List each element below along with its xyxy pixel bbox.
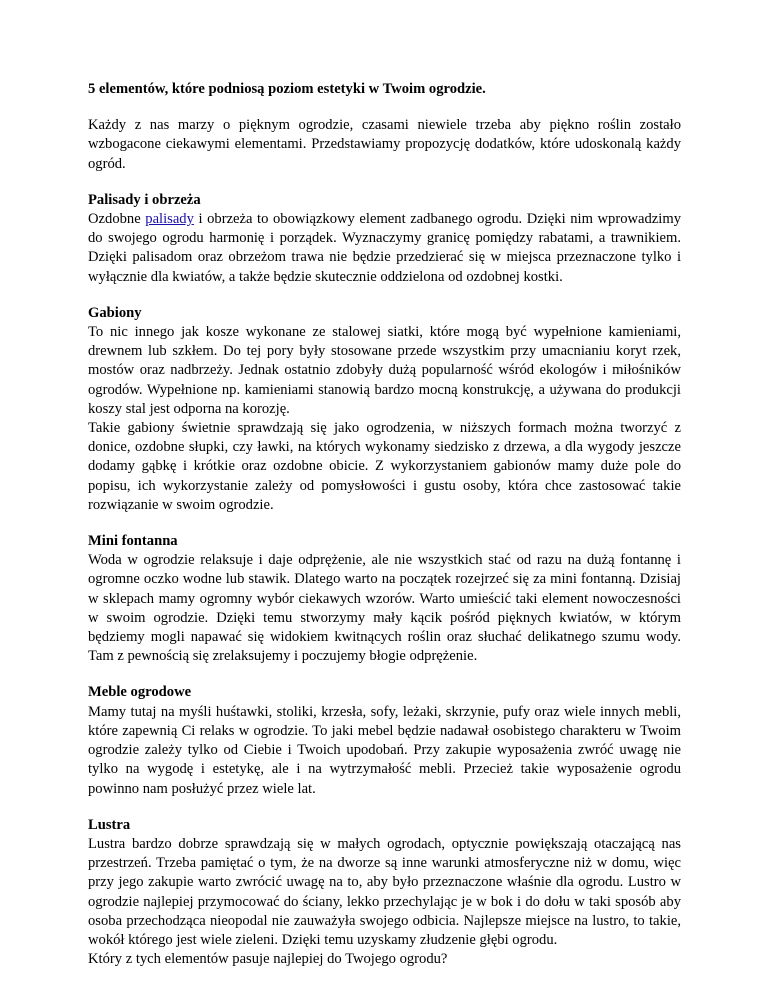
- section-heading: Lustra: [88, 816, 131, 833]
- section-paragraph: [88, 210, 681, 287]
- section-lustra: [88, 816, 681, 970]
- document-page: [88, 80, 681, 986]
- section-mini-fontanna: [88, 532, 681, 666]
- paragraph-text: i obrzeża to obowiązkowy element zadbanego ogrodu. Dzięki nim wprowadzimy do swojego ogrodu harmonię i porządek. Wyznaczymy granicę pomiędzy rabatami, a trawnikiem. Dzięki palisadom oraz obrzeżom trawa nie będzie przedzierać się w miejsca przeznaczone tylko i wyłącznie dla kwiatów, a także będzie skutecznie oddzielona od ozdobnej kostki.: [88, 211, 681, 285]
- palisady-link[interactable]: palisady: [145, 211, 194, 228]
- section-heading: Palisady i obrzeża: [88, 191, 201, 208]
- closing-question: Który z tych elementów pasuje najlepiej do Twojego ogrodu?: [88, 951, 448, 968]
- section-gabiony: [88, 304, 681, 515]
- document-title: 5 elementów, które podniosą poziom estetyki w Twoim ogrodzie.: [88, 81, 486, 97]
- section-palisady: [88, 191, 681, 287]
- section-paragraph: To nic innego jak kosze wykonane ze stalowej siatki, które mogą być wypełnione kamieniami, drewnem lub szkłem. Do tej pory były stosowane przede wszystkim przy umacnianiu koryt rzek, mostów oraz nadbrzeży. Jednak ostatnio zdobyły dużą popularność wśród ekologów i miłośników ogrodów. Wypełnione np. kamieniami stanowią bardzo mocną konstrukcję, a używana do produkcji koszy stal jest odporna na korozję.: [88, 324, 681, 417]
- section-meble-ogrodowe: [88, 683, 681, 798]
- section-paragraph: Mamy tutaj na myśli huśtawki, stoliki, krzesła, sofy, leżaki, skrzynie, pufy oraz wiele innych mebli, które zapewnią Ci relaks w ogrodzie. To jaki mebel będzie nadawał osobistego charakteru w Twoim ogrodzie zależy tylko od Ciebie i Twoich upodobań. Przy zakupie wyposażenia zwróć uwagę nie tylko na wygodę i estetykę, ale i na wytrzymałość mebli. Przecież takie wyposażenie ogrodu powinno nam posłużyć przez wiele lat.: [88, 703, 681, 797]
- section-heading: Mini fontanna: [88, 533, 178, 550]
- section-paragraph: Takie gabiony świetnie sprawdzają się jako ogrodzenia, w niższych formach można tworzyć z donice, ozdobne słupki, czy ławki, na których wykonamy siedzisko z drzewa, a dla wygody jeszcze dodamy gąbkę i krótkie oraz ozdobne obicie. Z wykorzystaniem gabionów mamy duże pole do popisu, ich wykorzystanie zależy od pomysłowości i gustu osoby, która chce zastosować takie rozwiązanie w swoim ogrodzie.: [88, 420, 681, 513]
- paragraph-text: Ozdobne: [88, 211, 146, 228]
- section-heading: Meble ogrodowe: [88, 684, 192, 701]
- section-paragraph: Woda w ogrodzie relaksuje i daje odprężenie, ale nie wszystkich stać od razu na dużą fontannę i ogromne oczko wodne lub stawik. Dlatego warto na początek rozejrzeć się za mini fontanną. Dzisiaj w sklepach mamy ogromny wybór ciekawych wzorów. Warto umieścić taki element nowoczesności w swoim ogrodzie. Dzięki temu stworzymy mały kącik pośród pięknych kwiatów, w którym będziemy mogli napawać się widokiem kwitnących roślin oraz słuchać delikatnego szumu wody. Tam z pewnością się zrelaksujemy i poczujemy błogie odprężenie.: [88, 552, 681, 665]
- section-paragraph: Lustra bardzo dobrze sprawdzają się w małych ogrodach, optycznie powiększają otaczającą nas przestrzeń. Trzeba pamiętać o tym, że na dworze są inne warunki atmosferyczne niż w domu, więc przy jego zakupie warto zwrócić uwagę na to, aby było przeznaczone właśnie dla ogrodu. Lustro w ogrodzie najlepiej przymocować do ściany, lekko przechylając je w bok i do dołu w taki sposób aby osoba przechodząca nieopodal nie zauważyła swojego odbicia. Najlepsze miejsce na lustro, to takie, wokół którego jest wiele zieleni. Dzięki temu uzyskamy złudzenie głębi ogrodu.: [88, 835, 681, 948]
- section-heading: Gabiony: [88, 304, 142, 321]
- intro-paragraph: Każdy z nas marzy o pięknym ogrodzie, czasami niewiele trzeba aby piękno roślin zostało wzbogacone ciekawymi elementami. Przedstawiamy propozycję dodatków, które udoskonalą każdy ogród.: [88, 117, 681, 172]
